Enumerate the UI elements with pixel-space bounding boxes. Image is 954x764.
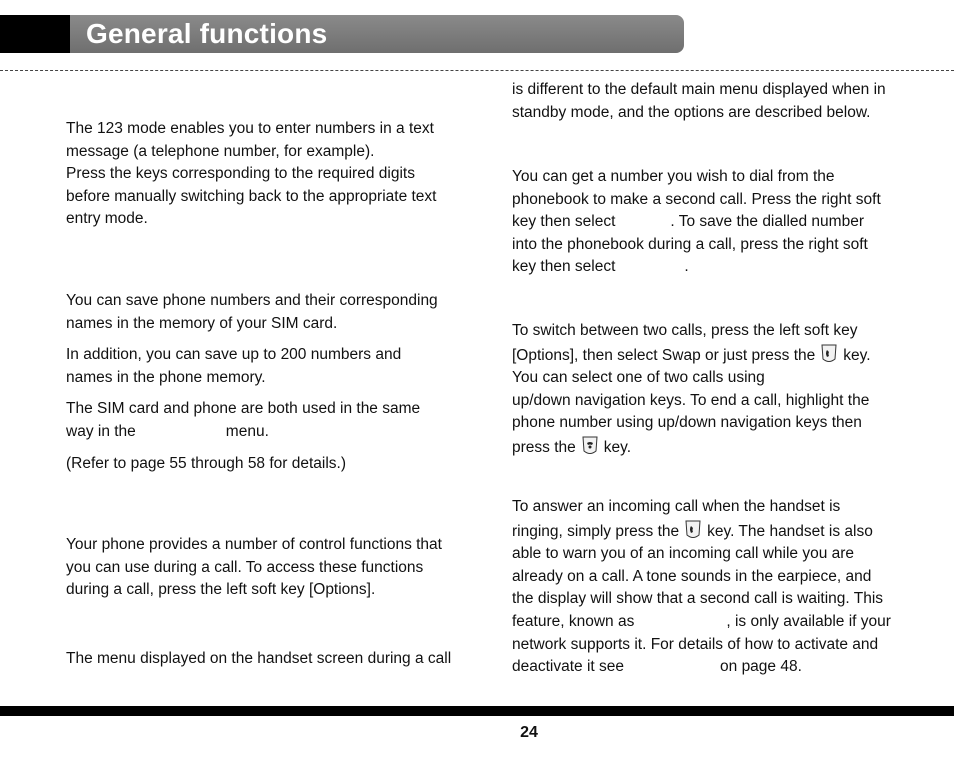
text-line: names in the phone memory. xyxy=(66,368,266,386)
text-line: is different to the default main menu displayed when in xyxy=(512,81,886,98)
send-key-icon xyxy=(683,519,703,541)
menu-continued-section xyxy=(512,79,912,124)
page-number: 24 xyxy=(520,724,538,741)
footer-bar xyxy=(0,706,954,716)
text-line: The SIM card and phone are both used in the same xyxy=(66,400,421,418)
text-line: you can use during a call. To access these functions xyxy=(66,558,424,576)
text-fragment: ringing, simply press the xyxy=(512,522,680,540)
text-line: into the phonebook during a call, press the right soft xyxy=(512,235,868,253)
text-line: able to warn you of an incoming call while you are xyxy=(512,545,855,563)
text-line xyxy=(512,343,912,368)
text-fragment: key. xyxy=(603,438,632,456)
text-line: To answer an incoming call when the handset is xyxy=(512,498,841,515)
during-call-menu-section xyxy=(66,648,466,671)
in-call-menu-section xyxy=(66,534,466,602)
text-fragment: press the xyxy=(512,438,576,456)
text-fragment: deactivate it see xyxy=(512,658,625,676)
text-fragment: [Options], then select Swap or just press the xyxy=(512,346,816,364)
text-line: entry mode. xyxy=(66,210,148,228)
text-line xyxy=(66,421,466,444)
text-line: already on a call. A tone sounds in the earpiece, and xyxy=(512,567,872,585)
text-line: during a call, press the left soft key [Options]. xyxy=(66,581,376,599)
swap-calls-section xyxy=(512,320,912,460)
text-line: standby mode, and the options are described below. xyxy=(512,103,871,121)
text-line: network supports it. For details of how to activate and xyxy=(512,635,879,653)
text-line xyxy=(512,611,912,634)
text-line: names in the memory of your SIM card. xyxy=(66,314,338,332)
page-title: General functions xyxy=(86,18,328,49)
text-fragment: feature, known as xyxy=(512,612,635,630)
text-line: You can save phone numbers and their corresponding xyxy=(66,292,438,309)
text-line: The 123 mode enables you to enter numbers in a text xyxy=(66,120,434,137)
send-key-icon xyxy=(819,343,839,365)
end-key-icon xyxy=(580,435,600,457)
text-line xyxy=(512,519,912,544)
answer-call-section xyxy=(512,496,912,679)
text-line: up/down navigation keys. To end a call, highlight the xyxy=(512,391,870,409)
text-line: To switch between two calls, press the left soft key xyxy=(512,322,858,339)
text-line: phonebook to make a second call. Press the right soft xyxy=(512,190,881,208)
text-line: (Refer to page 55 through 58 for details.) xyxy=(66,454,347,472)
text-fragment: way in the xyxy=(66,422,136,440)
text-line: Press the keys corresponding to the required digits xyxy=(66,165,415,183)
text-fragment: , is only available if your xyxy=(726,612,891,630)
text-line: Your phone provides a number of control functions that xyxy=(66,536,442,553)
text-line: You can select one of two calls using xyxy=(512,369,765,387)
phonebook-section xyxy=(66,290,466,475)
text-fragment: key then select xyxy=(512,213,616,231)
text-line xyxy=(512,211,912,234)
text-line: In addition, you can save up to 200 numbers and xyxy=(66,346,402,364)
text-fragment: key. The handset is also xyxy=(707,522,873,540)
dashed-divider xyxy=(0,70,954,71)
text-line xyxy=(512,256,912,279)
text-fragment: . xyxy=(684,258,689,276)
text-line: phone number using up/down navigation keys then xyxy=(512,414,862,432)
text-fragment: key then select xyxy=(512,258,616,276)
text-line: before manually switching back to the appropriate text xyxy=(66,187,437,205)
text-fragment: key. xyxy=(843,346,871,364)
text-line: The menu displayed on the handset screen during a call xyxy=(66,650,452,667)
text-line xyxy=(512,435,912,460)
header-black-block xyxy=(0,15,72,53)
text-line xyxy=(512,656,912,679)
text-fragment: . To save the dialled number xyxy=(670,213,864,231)
text-line: You can get a number you wish to dial from the xyxy=(512,168,835,185)
second-call-section xyxy=(512,166,912,279)
text-fragment: on page 48. xyxy=(720,658,802,676)
text-fragment: menu. xyxy=(225,422,269,440)
text-mode-123-section xyxy=(66,118,466,231)
text-line: message (a telephone number, for example). xyxy=(66,142,375,160)
text-line: the display will show that a second call is waiting. This xyxy=(512,590,884,608)
